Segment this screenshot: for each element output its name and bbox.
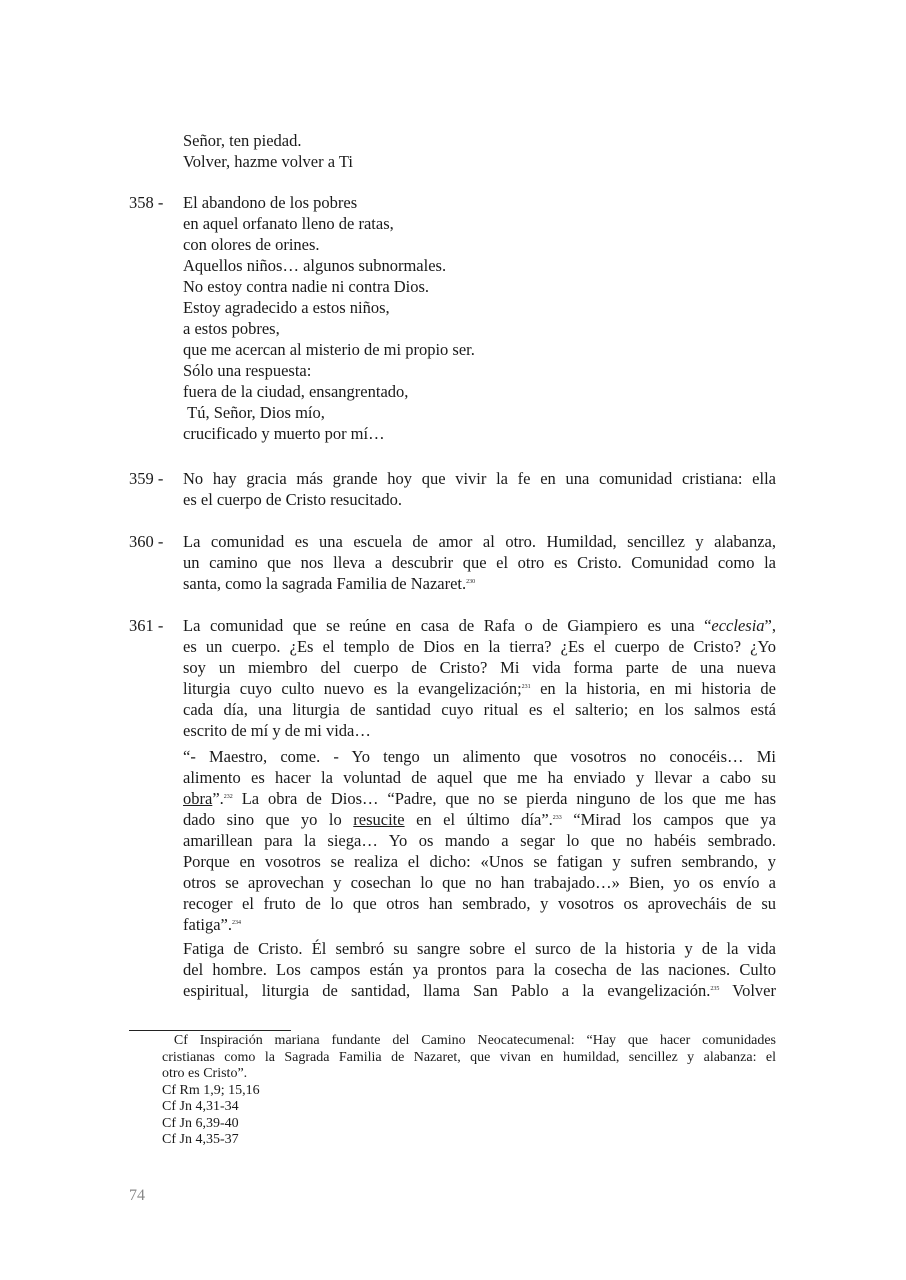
- underlined-text: obra: [183, 789, 213, 808]
- footnote: [162, 1132, 776, 1149]
- text-run: recoger el fruto de lo que otros han sembrado, y vosotros os aprovecháis de su: [183, 894, 776, 913]
- text-run: No estoy contra nadie ni contra Dios.: [183, 277, 430, 296]
- text-run: El abandono de los pobres: [183, 193, 358, 212]
- text-run: Señor, ten piedad.: [183, 131, 302, 150]
- footnote-reference: 234: [232, 920, 242, 926]
- text-run: Tú, Señor, Dios mío,: [183, 403, 325, 422]
- text-run: Estoy agradecido a estos niños,: [183, 298, 390, 317]
- text-line: [183, 830, 776, 851]
- text-line: [183, 130, 776, 151]
- text-run: Volver: [719, 981, 776, 1000]
- footnote: [162, 1116, 776, 1133]
- numbered-paragraph: [129, 531, 776, 594]
- footnote-reference: 233: [552, 815, 562, 821]
- text-run: con olores de orines.: [183, 235, 320, 254]
- footnotes: [162, 1033, 776, 1149]
- paragraph-text: [183, 130, 776, 172]
- text-line: [183, 893, 776, 914]
- text-run: La comunidad es una escuela de amor al otro. Humildad, sencillez y alabanza,: [183, 532, 776, 551]
- text-line: [183, 851, 776, 872]
- text-run: Fatiga de Cristo. Él sembró su sangre sobre el surco de la historia y de la vida: [183, 939, 776, 958]
- text-line: [183, 959, 776, 980]
- text-run: Volver, hazme volver a Ti: [183, 152, 353, 171]
- paragraph-text: [183, 468, 776, 510]
- text-run: amarillean para la siega… Yo os mando a segar lo que no habéis sembrado.: [183, 831, 776, 850]
- text-line: [183, 767, 776, 788]
- text-run: alimento es hacer la voluntad de aquel que me ha enviado y llevar a cabo su: [183, 768, 776, 787]
- footnote-line: Cf Rm 1,9; 15,16: [162, 1082, 260, 1098]
- text-line: [183, 678, 776, 699]
- text-line: [183, 381, 776, 402]
- text-run: La comunidad que se reúne en casa de Rafa o de Giampiero es una “: [183, 616, 712, 635]
- text-run: cada día, una liturgia de santidad cuyo ritual es el salterio; en los salmos está: [183, 700, 776, 719]
- text-run: liturgia cuyo culto nuevo es la evangelización;: [183, 679, 522, 698]
- text-run: en la historia, en mi historia de: [530, 679, 776, 698]
- text-run: espiritual, liturgia de santidad, llama San Pablo a la evangelización.: [183, 981, 711, 1000]
- footnote-line: Cf Jn 4,31-34: [162, 1099, 239, 1114]
- text-line: [183, 552, 776, 573]
- paragraph: [129, 938, 776, 1001]
- text-line: [183, 980, 776, 1001]
- text-run: en aquel orfanato lleno de ratas,: [183, 214, 394, 233]
- page-number: 74: [129, 1187, 145, 1204]
- text-run: del hombre. Los campos están ya prontos para la cosecha de las naciones. Culto: [183, 960, 776, 979]
- text-run: crucificado y muerto por mí…: [183, 424, 385, 443]
- footnote-separator: [129, 1030, 291, 1031]
- footnote: [162, 1033, 776, 1083]
- text-line: [183, 809, 776, 830]
- footnote: [162, 1099, 776, 1116]
- text-line: [183, 234, 776, 255]
- paragraph-number: 359 -: [129, 469, 164, 488]
- footnote-line: Cf Inspiración mariana fundante del Camino Neocatecumenal: “Hay que hacer comunidades: [162, 1033, 776, 1048]
- text-line: [183, 339, 776, 360]
- text-line: [183, 657, 776, 678]
- paragraph-text: [183, 615, 776, 741]
- text-run: es un cuerpo. ¿Es el templo de Dios en la tierra? ¿Es el cuerpo de Cristo? ¿Yo: [183, 637, 776, 656]
- text-run: Aquellos niños… algunos subnormales.: [183, 256, 447, 275]
- paragraph-text: [183, 746, 776, 935]
- paragraph-text: [183, 938, 776, 1001]
- text-run: en el último día”.: [404, 810, 553, 829]
- text-line: [183, 489, 776, 510]
- footnote-reference: 231: [521, 684, 531, 690]
- text-line: [183, 872, 776, 893]
- footnote-line: Cf Jn 6,39-40: [162, 1115, 239, 1131]
- text-line: [183, 297, 776, 318]
- text-run: que me acercan al misterio de mi propio ser.: [183, 340, 475, 359]
- italic-text: ecclesia: [711, 616, 765, 635]
- text-run: ”.: [212, 789, 224, 808]
- text-run: soy un miembro del cuerpo de Cristo? Mi vida forma parte de una nueva: [183, 658, 776, 677]
- text-run: fuera de la ciudad, ensangrentado,: [183, 382, 409, 401]
- text-run: dado sino que yo lo: [183, 810, 354, 829]
- text-line: [183, 531, 776, 552]
- footnote-reference: 235: [710, 986, 720, 992]
- text-run: Porque en vosotros se realiza el dicho: «Unos se fatigan y sufren sembrando, y: [183, 852, 776, 871]
- footnote-line: Cf Jn 4,35-37: [162, 1132, 239, 1147]
- paragraph: [129, 746, 776, 935]
- paragraph-text: [183, 192, 776, 444]
- text-run: escrito de mí y de mi vida…: [183, 721, 371, 740]
- text-run: Sólo una respuesta:: [183, 361, 312, 380]
- footnote-reference: 230: [466, 579, 476, 585]
- paragraph-text: [183, 531, 776, 594]
- text-line: [183, 192, 776, 213]
- text-run: No hay gracia más grande hoy que vivir la fe en una comunidad cristiana: ella: [183, 469, 776, 488]
- numbered-paragraph: [129, 192, 776, 444]
- text-line: [183, 151, 776, 172]
- text-line: [183, 636, 776, 657]
- text-line: [183, 318, 776, 339]
- text-line: [183, 402, 776, 423]
- underlined-text: resucite: [353, 810, 405, 829]
- paragraph-number: 361 -: [129, 616, 164, 635]
- text-line: [183, 360, 776, 381]
- text-line: [183, 914, 776, 935]
- paragraph: [129, 130, 776, 172]
- text-line: [183, 468, 776, 489]
- text-line: [183, 746, 776, 767]
- text-line: [183, 615, 776, 636]
- text-line: [183, 276, 776, 297]
- text-line: [183, 255, 776, 276]
- text-run: otros se aprovechan y cosechan lo que no han trabajado…» Bien, yo os envío a: [183, 873, 776, 892]
- text-run: La obra de Dios… “Padre, que no se pierda ninguno de los que me has: [232, 789, 776, 808]
- footnote-line: cristianas como la Sagrada Familia de Nazaret, que vivan en humildad, sencillez y alabanza: el: [162, 1049, 776, 1065]
- text-run: fatiga”.: [183, 915, 233, 934]
- numbered-paragraph: [129, 468, 776, 510]
- text-run: un camino que nos lleva a descubrir que el otro es Cristo. Comunidad como la: [183, 553, 776, 572]
- numbered-paragraph: [129, 615, 776, 741]
- text-line: [183, 213, 776, 234]
- text-line: [183, 938, 776, 959]
- text-run: es el cuerpo de Cristo resucitado.: [183, 490, 403, 509]
- text-run: a estos pobres,: [183, 319, 280, 338]
- footnote-line: otro es Cristo”.: [162, 1066, 248, 1081]
- paragraph-number: 360 -: [129, 532, 164, 551]
- footnote-reference: 232: [223, 794, 233, 800]
- text-line: [183, 573, 776, 594]
- text-run: ”,: [764, 616, 776, 635]
- text-run: santa, como la sagrada Familia de Nazaret.: [183, 574, 467, 593]
- text-line: [183, 699, 776, 720]
- footnote: [162, 1083, 776, 1100]
- text-run: “- Maestro, come. - Yo tengo un alimento que vosotros no conocéis… Mi: [183, 747, 776, 766]
- text-run: “Mirad los campos que ya: [561, 810, 776, 829]
- paragraph-number: 358 -: [129, 193, 164, 212]
- text-line: [183, 788, 776, 809]
- text-line: [183, 720, 776, 741]
- text-line: [183, 423, 776, 444]
